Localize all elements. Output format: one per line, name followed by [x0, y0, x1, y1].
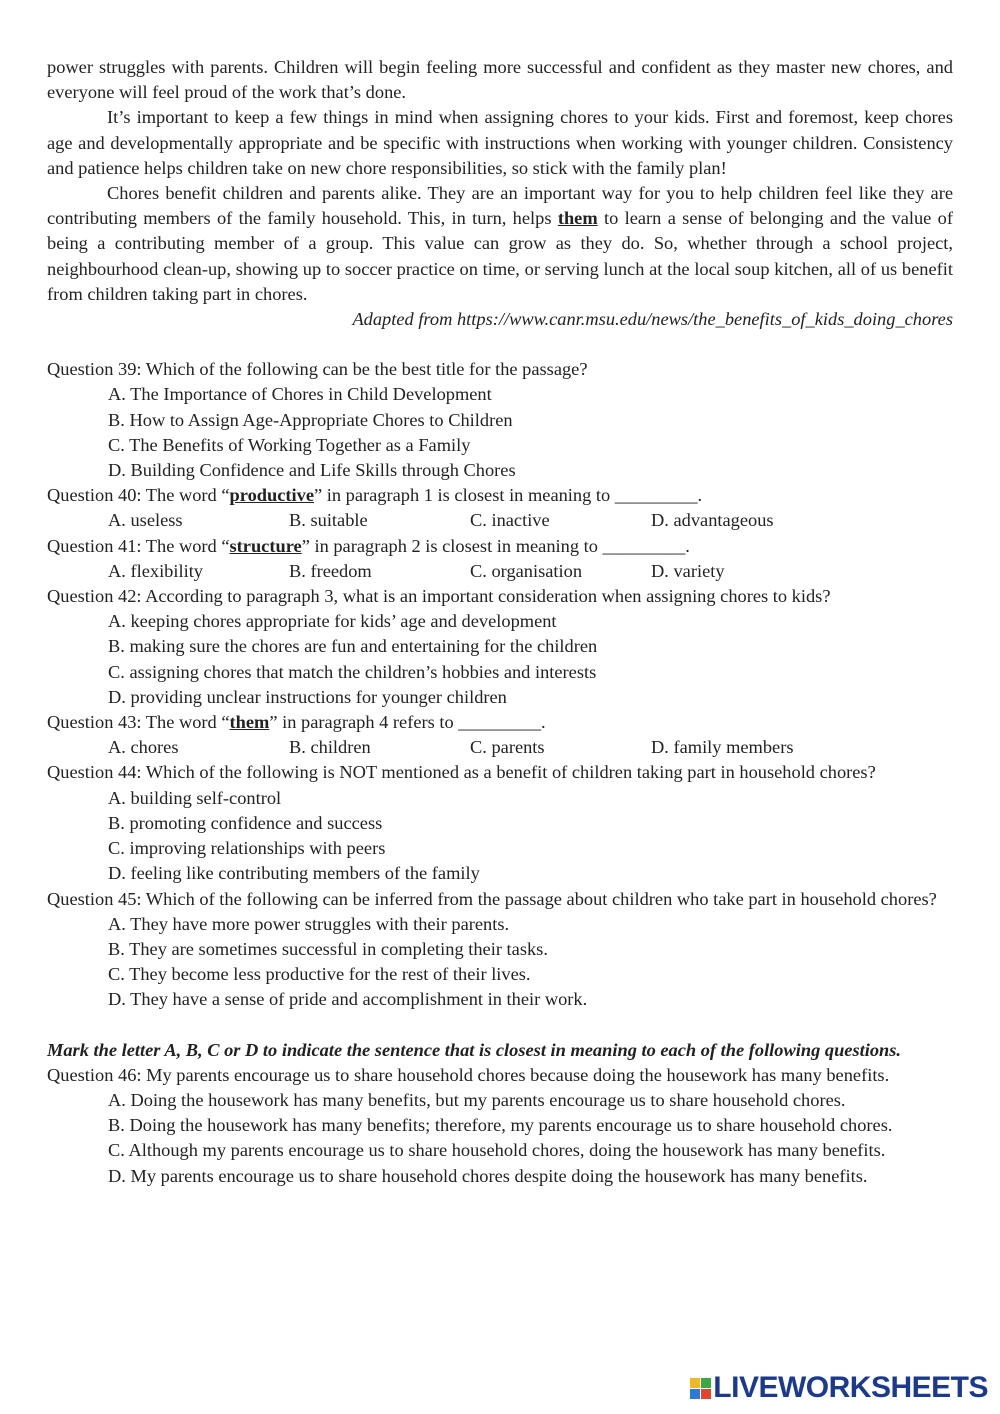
- option-d[interactable]: D. variety: [651, 560, 725, 581]
- passage-paragraph-4: [47, 181, 953, 307]
- option-a[interactable]: A. flexibility: [108, 560, 204, 581]
- option-b[interactable]: B. Doing the housework has many benefits; therefore, my parents encourage us to share household chores.: [108, 1115, 893, 1136]
- question-43: [47, 710, 953, 760]
- logo-square-2: [701, 1378, 711, 1388]
- options-row: [108, 559, 953, 584]
- question-stem: Question 45: Which of the following can be inferred from the passage about children who take part in household chores?: [47, 888, 937, 909]
- question-stem: Question 42: According to paragraph 3, what is an important consideration when assigning chores to kids?: [47, 586, 831, 607]
- question-41: [47, 534, 953, 584]
- option-b[interactable]: B. suitable: [289, 510, 368, 531]
- question-39: [47, 357, 953, 483]
- options-row: [108, 508, 953, 533]
- passage-source: Adapted from https://www.canr.msu.edu/news/the_benefits_of_kids_doing_chores: [352, 309, 953, 330]
- option-a[interactable]: A. They have more power struggles with their parents.: [108, 913, 510, 934]
- liveworksheets-logo-icon: [690, 1378, 711, 1399]
- option-c[interactable]: C. parents: [470, 737, 545, 758]
- question-45: [47, 887, 953, 1013]
- question-stem: Question 46: My parents encourage us to share household chores because doing the housework has many benefits.: [47, 1064, 890, 1085]
- passage-paragraph-3: It’s important to keep a few things in mind when assigning chores to your kids. First and foremost, keep chores age and developmentally appropriate and be specific with instructions when working with younger children. Consistency and patience helps children take on new chore responsibilities, so stick with the family plan!: [47, 107, 953, 178]
- passage-paragraph-continued: power struggles with parents. Children will begin feeling more successful and confident as they master new chores, and everyone will feel proud of the work that’s done.: [47, 57, 953, 103]
- question-stem: Question 43: The word “them” in paragraph 4 refers to _________.: [47, 712, 546, 733]
- option-c[interactable]: C. organisation: [470, 560, 583, 581]
- question-stem: Question 41: The word “structure” in paragraph 2 is closest in meaning to _________.: [47, 535, 690, 556]
- question-40: [47, 483, 953, 533]
- paragraph-4-text-b: to learn a sense of belonging and the value of being a contributing member of a group. This value can grow as they do. So, whether through a school project, neighbourhood clean-up, showing up to soccer practice on time, or serving lunch at the local soup kitchen, all of us benefit from children taking part in chores.: [47, 208, 953, 304]
- option-d[interactable]: D. family members: [651, 737, 794, 758]
- option-b[interactable]: B. They are sometimes successful in completing their tasks.: [108, 938, 548, 959]
- option-a[interactable]: A. building self-control: [108, 787, 282, 808]
- keyword-structure: structure: [229, 535, 302, 556]
- section-instruction: Mark the letter A, B, C or D to indicate the sentence that is closest in meaning to each of the following questions.: [47, 1039, 902, 1060]
- question-stem: Question 39: Which of the following can be the best title for the passage?: [47, 359, 588, 380]
- option-a[interactable]: A. The Importance of Chores in Child Development: [108, 384, 492, 405]
- logo-square-3: [690, 1389, 700, 1399]
- option-b[interactable]: B. How to Assign Age-Appropriate Chores to Children: [108, 409, 513, 430]
- option-c[interactable]: C. improving relationships with peers: [108, 838, 386, 859]
- option-a[interactable]: A. keeping chores appropriate for kids’ age and development: [108, 611, 557, 632]
- option-a[interactable]: A. Doing the housework has many benefits, but my parents encourage us to share household chores.: [108, 1089, 846, 1110]
- option-b[interactable]: B. freedom: [289, 560, 372, 581]
- option-b[interactable]: B. promoting confidence and success: [108, 812, 383, 833]
- option-c[interactable]: C. The Benefits of Working Together as a Family: [108, 434, 471, 455]
- option-d[interactable]: D. They have a sense of pride and accomplishment in their work.: [108, 989, 588, 1010]
- option-c[interactable]: C. inactive: [470, 510, 550, 531]
- option-b[interactable]: B. making sure the chores are fun and entertaining for the children: [108, 636, 598, 657]
- option-d[interactable]: D. providing unclear instructions for younger children: [108, 686, 507, 707]
- option-d[interactable]: D. advantageous: [651, 510, 774, 531]
- option-b[interactable]: B. children: [289, 737, 371, 758]
- logo-text: LIVEWORKSHEETS: [713, 1371, 988, 1405]
- option-c[interactable]: C. They become less productive for the rest of their lives.: [108, 964, 531, 985]
- logo-square-1: [690, 1378, 700, 1388]
- logo-square-4: [701, 1389, 711, 1399]
- option-d[interactable]: D. feeling like contributing members of the family: [108, 863, 480, 884]
- keyword-productive: productive: [229, 485, 314, 506]
- option-a[interactable]: A. useless: [108, 510, 183, 531]
- question-46: [47, 1063, 953, 1189]
- question-stem: Question 40: The word “productive” in paragraph 1 is closest in meaning to _________.: [47, 485, 703, 506]
- option-d[interactable]: D. My parents encourage us to share household chores despite doing the housework has many benefits.: [108, 1165, 868, 1186]
- question-stem: Question 44: Which of the following is NOT mentioned as a benefit of children taking part in household chores?: [47, 762, 876, 783]
- question-42: [47, 584, 953, 710]
- keyword-them: them: [229, 712, 270, 733]
- highlighted-word-them: them: [557, 208, 598, 229]
- options-row: [108, 735, 953, 760]
- liveworksheets-logo: [690, 1370, 988, 1406]
- option-c[interactable]: C. assigning chores that match the children’s hobbies and interests: [108, 661, 597, 682]
- worksheet-page: [47, 55, 953, 1189]
- option-c[interactable]: C. Although my parents encourage us to share household chores, doing the housework has many benefits.: [108, 1140, 886, 1161]
- option-d[interactable]: D. Building Confidence and Life Skills through Chores: [108, 460, 516, 481]
- question-44: [47, 760, 953, 886]
- option-a[interactable]: A. chores: [108, 737, 179, 758]
- paragraph-4-text-a: Chores benefit children and parents alike. They are an important way for you to help children feel like they are contributing members of the family household. This, in turn, helps: [47, 183, 953, 229]
